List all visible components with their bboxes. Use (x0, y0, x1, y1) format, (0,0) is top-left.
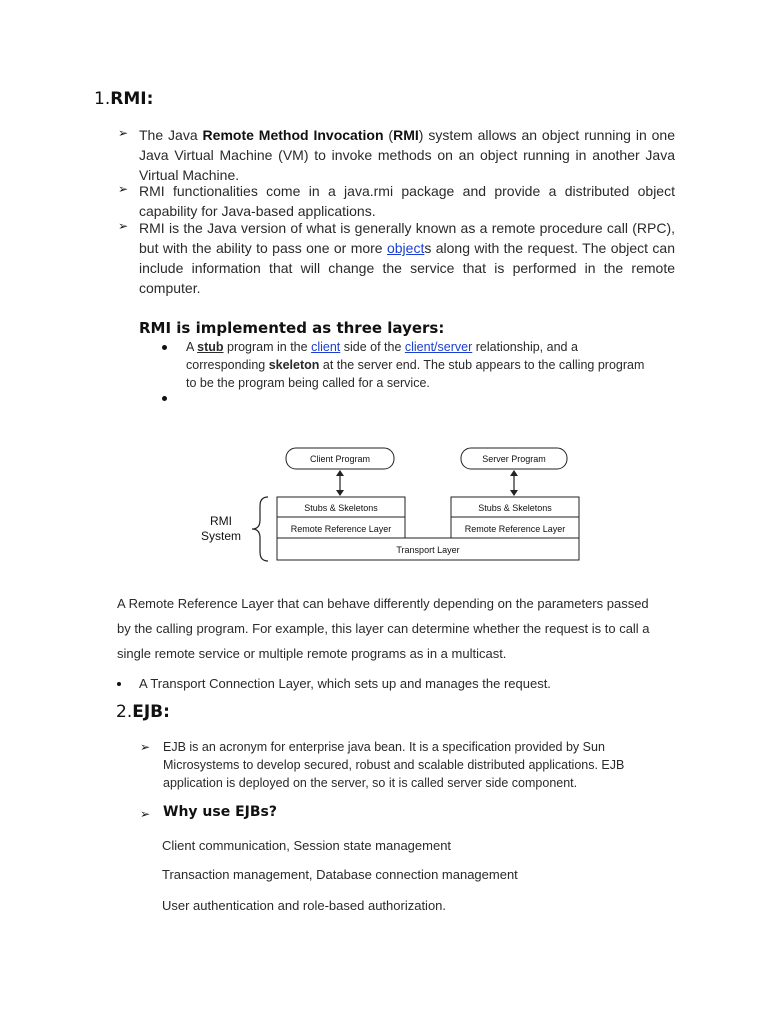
transport-bullet: A Transport Connection Layer, which sets up and manages the request. (139, 676, 551, 691)
heading-number: 1. (94, 89, 111, 109)
section-heading-ejb (116, 702, 170, 722)
arrow-bullet-icon: ➢ (118, 182, 129, 196)
transport-label: Transport Layer (396, 545, 460, 555)
arrow-bullet-icon: ➢ (118, 126, 129, 140)
text: A (186, 340, 198, 354)
ejb-bullet-1: EJB is an acronym for enterprise java bean. It is a specification provided by Sun Microsystems to develop secured, robust and scalable distributed applications. EJB application is deployed on the server, so it is called server side component. (163, 740, 625, 790)
text: ( (383, 127, 394, 143)
bullet-dot-icon (162, 396, 167, 401)
arrow-bullet-icon: ➢ (118, 219, 129, 233)
ejb-reason-3: User authentication and role-based authorization. (162, 898, 447, 913)
stub-bullet (186, 338, 656, 392)
ejb-reason-2: Transaction management, Database connection management (162, 867, 518, 882)
object-link[interactable]: object (386, 240, 425, 256)
layers-heading: RMI is implemented as three layers: (139, 319, 445, 337)
arrow-bullet-icon: ➢ (140, 807, 151, 821)
server-program-label: Server Program (482, 454, 546, 464)
section-heading-rmi (94, 89, 153, 109)
heading-number: 2. (116, 702, 133, 722)
ejb-reason-1: Client communication, Session state management (162, 838, 452, 853)
client-server-link[interactable]: client/server (404, 340, 473, 354)
bullet-dot-icon (162, 345, 167, 350)
text: program in the (223, 340, 312, 354)
heading-text: RMI: (110, 89, 154, 109)
bullet-dot-icon (117, 682, 121, 686)
text: side of the (340, 340, 405, 354)
rmi-bullet-1 (139, 125, 675, 185)
text: s along with the request. The object can include information that will change the service that is performed in the remote computer. (139, 240, 675, 296)
rmi-bullet-2: RMI functionalities come in a java.rmi package and provide a distributed object capability for Java-based applications. (139, 183, 675, 219)
skeleton-term: skeleton (268, 358, 320, 372)
bold-text: Remote Method Invocation (202, 127, 384, 143)
rrl-paragraph: A Remote Reference Layer that can behave differently depending on the parameters passed by the calling program. For example, this layer can determine whether the request is to call a single remote service or multiple remote programs as in a multicast. (117, 596, 650, 661)
arrow-head-icon (336, 490, 344, 496)
stubs-left-label: Stubs & Skeletons (304, 503, 378, 513)
arrow-head-icon (510, 490, 518, 496)
text: ) system allows an object running in one Java Virtual Machine (VM) to invoke methods on an object running in another Java Virtual Machine. (139, 127, 676, 183)
rmi-system-label-1: RMI (210, 514, 232, 528)
client-link[interactable]: client (311, 340, 341, 354)
arrow-bullet-icon: ➢ (140, 740, 151, 754)
text: The Java (139, 127, 203, 143)
why-use-ejbs-heading: Why use EJBs? (163, 804, 277, 820)
text: RMI is the Java version of what is generally known as a remote procedure call (RPC), but with the ability to pass one or more (139, 220, 675, 256)
rmi-bullet-3 (139, 218, 675, 298)
rmi-system-label-2: System (200, 529, 242, 543)
rrl-right-label: Remote Reference Layer (464, 524, 566, 534)
rmi-architecture-diagram (190, 440, 590, 570)
arrow-head-icon (510, 470, 518, 476)
text: at the server end. The stub appears to the calling program to be the program being called for a service. (186, 358, 645, 390)
brace-icon (252, 497, 268, 561)
arrow-head-icon (336, 470, 344, 476)
heading-text: EJB: (132, 702, 170, 722)
client-program-label: Client Program (309, 454, 371, 464)
bold-text: RMI (393, 127, 419, 143)
stubs-right-label: Stubs & Skeletons (478, 503, 552, 513)
rrl-left-label: Remote Reference Layer (290, 524, 392, 534)
stub-term: stub (197, 340, 224, 354)
text: relationship, and a corresponding (186, 340, 578, 372)
